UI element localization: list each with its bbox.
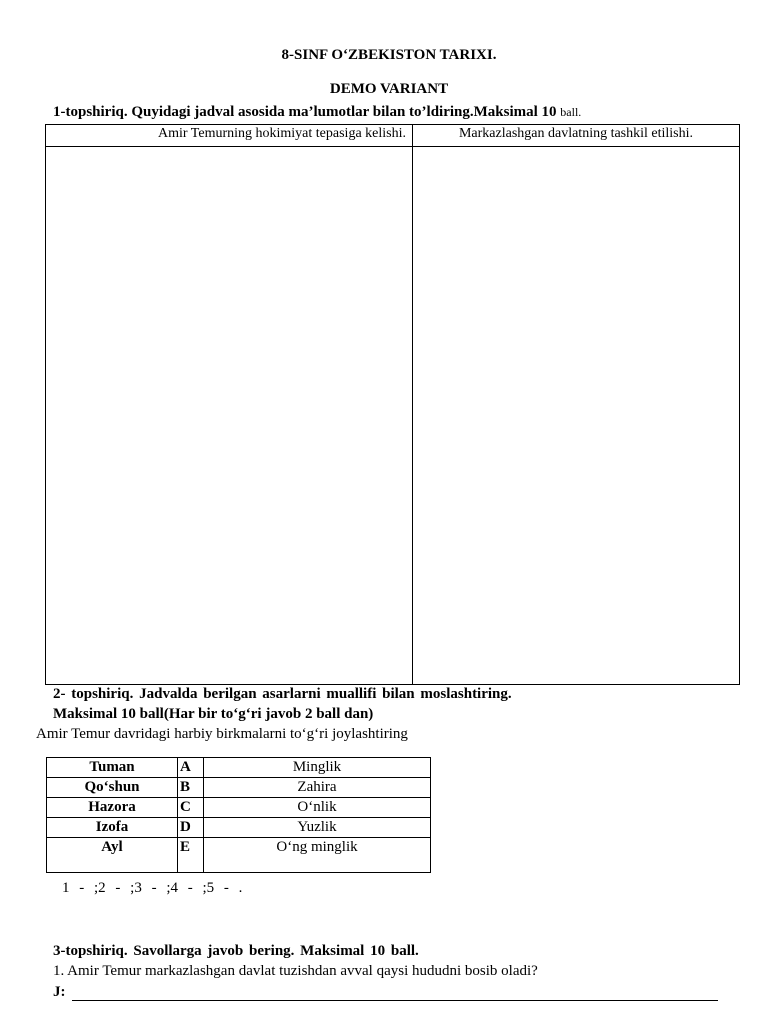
- table-row: [47, 798, 431, 818]
- letter-cell: D: [178, 818, 204, 838]
- page-subtitle: DEMO VARIANT: [329, 81, 449, 97]
- page-title: 8-SINF O‘ZBEKISTON TARIXI.: [281, 47, 497, 63]
- term-cell: Ayl: [47, 838, 178, 873]
- task1-column-header-1: Amir Temurning hokimiyat tepasiga kelishi.: [157, 126, 406, 141]
- letter-cell: A: [178, 758, 204, 778]
- task2-matching-table: [46, 757, 431, 873]
- term-cell: Tuman: [47, 758, 178, 778]
- task2-points: Maksimal 10 ball(Har bir to‘g‘ri javob 2 ball dan): [53, 706, 374, 722]
- value-cell: Zahira: [204, 778, 431, 798]
- value-cell: Minglik: [204, 758, 431, 778]
- term-cell: Qo‘shun: [47, 778, 178, 798]
- task3-question-1: 1. Amir Temur markazlashgan davlat tuzishdan avval qaysi hududni bosib oladi?: [53, 963, 538, 979]
- task1-heading-text: 1-topshiriq. Quyidagi jadval asosida ma’lumotlar bilan to’ldiring.Maksimal 10: [53, 104, 557, 120]
- letter-cell: E: [178, 838, 204, 873]
- task1-answer-cell-1[interactable]: [46, 147, 412, 684]
- task1-answer-cell-2[interactable]: [413, 147, 739, 684]
- task2-instruction: Amir Temur davridagi harbiy birkmalarni to‘g‘ri joylashtiring: [36, 726, 408, 742]
- value-cell: Yuzlik: [204, 818, 431, 838]
- task1-points-suffix: ball.: [560, 105, 582, 119]
- value-cell: O‘ng minglik: [204, 838, 431, 873]
- task2-answer-line[interactable]: 1 - ;2 - ;3 - ;4 - ;5 - .: [62, 880, 243, 896]
- task1-table: [45, 124, 740, 685]
- table-row: [47, 758, 431, 778]
- table-row: [47, 778, 431, 798]
- answer-label: J:: [53, 984, 66, 1000]
- task1-column-header-2: Markazlashgan davlatning tashkil etilishi.: [458, 126, 694, 141]
- term-cell: Hazora: [47, 798, 178, 818]
- table-row: [47, 838, 431, 873]
- task1-heading: [53, 104, 581, 121]
- term-cell: Izofa: [47, 818, 178, 838]
- table-row: [47, 818, 431, 838]
- task3-heading: 3-topshiriq. Savollarga javob bering. Maksimal 10 ball.: [53, 943, 419, 959]
- letter-cell: C: [178, 798, 204, 818]
- value-cell: O‘nlik: [204, 798, 431, 818]
- letter-cell: B: [178, 778, 204, 798]
- answer-blank-line[interactable]: [72, 1000, 718, 1001]
- task2-heading: 2- topshiriq. Jadvalda berilgan asarlarni muallifi bilan moslashtiring.: [53, 686, 512, 702]
